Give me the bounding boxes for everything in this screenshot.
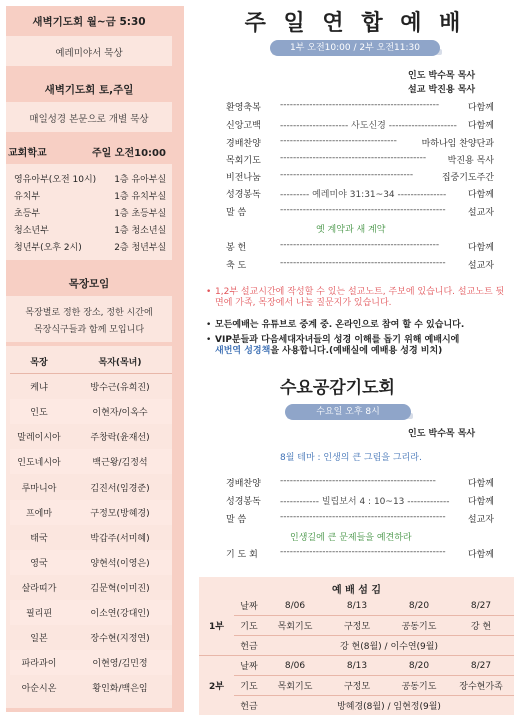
order-label: 봉 헌 [226, 243, 247, 253]
bullet-icon: • [206, 335, 212, 345]
order-row [226, 153, 494, 166]
edu-dept: 청소년부 [14, 226, 49, 236]
order-label: 기 도 회 [226, 550, 258, 560]
group-leader: 이현자/이옥수 [92, 408, 148, 419]
order-row [226, 100, 494, 113]
group-leader: 구정모(방혜경) [90, 508, 150, 519]
group-title: 목장모임 [68, 278, 110, 290]
edu-row [14, 206, 172, 219]
table-cell: 8/20 [408, 600, 430, 611]
table-row [10, 374, 172, 399]
group-name: 파라과이 [21, 659, 57, 670]
group-name: 인도네시아 [17, 458, 61, 469]
table-row [199, 656, 514, 675]
row-label: 기도 [240, 622, 258, 632]
table-cell: 8/13 [346, 600, 368, 611]
bullet-icon: • [206, 320, 212, 330]
dawn-prayer-box [6, 36, 172, 66]
order-row [226, 240, 494, 253]
edu-place: 1층 유아부실 [114, 175, 167, 185]
group-name: 아순시온 [21, 684, 57, 695]
order-value: 설교자 [467, 515, 494, 525]
order-label: 성경봉독 [226, 190, 261, 200]
order-value: 집중기도주간 [441, 173, 494, 183]
table-row [199, 696, 514, 715]
group-name: 필리핀 [25, 608, 53, 619]
wednesday-leader: 인도 박수목 목사 [408, 429, 476, 439]
bullet-icon: • [206, 287, 212, 297]
header-cell: 목장 [30, 357, 48, 368]
part-label: 1부 [209, 622, 224, 632]
table-cell: 8/06 [284, 660, 306, 671]
edu-row [14, 172, 172, 185]
edu-row [14, 240, 172, 253]
order-dash: --------------------- 사도신경 --------------------- [280, 121, 457, 131]
order-label: 축 도 [226, 261, 247, 271]
order-value: 다함께 [467, 479, 494, 489]
table-row [10, 600, 172, 625]
order-label: 신앙고백 [226, 121, 261, 131]
order-value: 다함께 [467, 103, 494, 113]
group-name: 루마니아 [21, 483, 57, 494]
header-cell: 목자(목녀) [98, 357, 142, 368]
group-desc-line1: 목장별로 정한 장소, 정한 시간에 [25, 308, 153, 318]
edu-time: 주일 오전10:00 [92, 148, 166, 159]
table-cell: 구정모 [343, 682, 371, 692]
order-row [226, 205, 494, 218]
group-name: 프에마 [25, 508, 53, 519]
table-cell: 장수현가족 [459, 682, 503, 692]
table-row [10, 424, 172, 449]
dawn-weekend-box [6, 102, 172, 132]
row-label: 헌금 [240, 642, 258, 652]
order-label: 경배찬양 [226, 139, 261, 149]
order-row [226, 476, 494, 489]
group-table [10, 349, 172, 700]
dawn-weekend-title: 새벽기도회 토,주일 [44, 84, 134, 96]
sunday-sermon-title: 옛 계약과 새 계약 [316, 225, 386, 235]
group-name: 인도 [30, 408, 48, 419]
group-name: 태국 [30, 533, 48, 544]
order-label: 말 씀 [226, 208, 247, 218]
table-row [199, 596, 514, 615]
notice-youtube: 모든예배는 유튜브로 중계 중. 온라인으로 참여 할 수 있습니다. [215, 320, 465, 330]
edu-dept: 청년부(오후 2시) [14, 243, 82, 253]
notice-bible-line2: 을 사용합니다.(예배실에 예배용 성경 비치) [270, 346, 443, 356]
notice-bible [215, 335, 511, 357]
table-cell: 8/27 [470, 600, 492, 611]
order-value: 다함께 [467, 190, 494, 200]
notice-bible-highlight: 새번역 성경책 [215, 346, 271, 356]
wednesday-title: 수요공감기도회 [280, 378, 395, 398]
group-leader: 이소연(강대인) [90, 608, 150, 619]
order-dash: ------------------------------------------------ [280, 476, 436, 486]
group-leader: 주창락(윤재선) [90, 433, 150, 444]
group-leader: 박갑주(서미혜) [90, 533, 150, 544]
group-leader: 백근왕/김정석 [92, 458, 148, 469]
edu-row [14, 189, 172, 202]
order-dash: ------------------------------------ [280, 136, 397, 146]
table-cell: 구정모 [343, 622, 371, 632]
row-label: 헌금 [240, 702, 258, 712]
order-value: 다함께 [467, 497, 494, 507]
table-cell: 공동기도 [401, 622, 437, 632]
table-row [10, 625, 172, 650]
edu-place: 2층 청년부실 [114, 243, 167, 253]
table-row [10, 550, 172, 575]
order-row [226, 187, 494, 200]
order-dash: --------------------------------------------------- [280, 205, 446, 215]
table-cell: 목회기도 [277, 622, 313, 632]
group-name: 살라띠가 [21, 583, 57, 594]
order-dash: --------------------------------------------------- [280, 258, 446, 268]
group-leader: 김진서(임경준) [90, 483, 150, 494]
order-value: 박진용 목사 [447, 156, 494, 166]
table-row [10, 399, 172, 424]
wednesday-time-pill: 수요일 오후 8시 [285, 404, 411, 420]
group-name: 영국 [30, 558, 48, 569]
order-label: 환영축복 [226, 103, 261, 113]
service-table-title: 예 배 섬 김 [331, 585, 382, 596]
order-value: 설교자 [467, 208, 494, 218]
order-label: 경배찬양 [226, 479, 261, 489]
table-cell: 8/27 [470, 660, 492, 671]
order-dash: --------------------------------------------------- [280, 512, 446, 522]
edu-place: 1층 유치부실 [114, 192, 167, 202]
table-cell: 목회기도 [277, 682, 313, 692]
table-row [10, 575, 172, 600]
table-row [10, 500, 172, 525]
order-row [226, 258, 494, 271]
edu-dept: 초등부 [14, 209, 41, 219]
table-row [10, 449, 172, 474]
edu-dept: 유치부 [14, 192, 41, 202]
notice-sermon-note: 1,2부 설교시간에 작성할 수 있는 설교노트, 주보에 있습니다. 설교노트 뒷면에 가족, 목장에서 나눌 질문지가 있습니다. [215, 287, 505, 308]
order-label: 비전나눔 [226, 173, 261, 183]
sunday-time-pill: 1부 오전10:00 / 2부 오전11:30 [270, 40, 440, 56]
order-label: 말 씀 [226, 515, 247, 525]
sunday-leader: 인도 박수목 목사 [408, 71, 476, 81]
table-row [10, 474, 172, 499]
order-dash: --------- 예레미야 31:31~34 --------------- [280, 190, 447, 200]
row-label: 기도 [240, 682, 258, 692]
group-name: 일본 [30, 634, 48, 645]
table-row [10, 650, 172, 675]
dawn-prayer-desc: 예레미야서 묵상 [55, 48, 123, 59]
edu-place: 1층 청소년실 [114, 226, 167, 236]
order-value: 마하나임 찬양단과 [421, 139, 494, 149]
order-value: 다함께 [467, 121, 494, 131]
group-desc-box [6, 296, 172, 342]
edu-dept: 영유아부(오전 10시) [14, 175, 97, 185]
table-row [199, 636, 514, 655]
order-dash: --------------------------------------------------- [280, 547, 446, 557]
group-leader: 방수근(유희진) [90, 383, 150, 394]
table-cell: 공동기도 [401, 682, 437, 692]
table-cell: 강 현(8월) / 이수연(9월) [340, 642, 438, 652]
order-row [226, 494, 494, 507]
row-label: 날짜 [240, 662, 258, 672]
order-row [226, 547, 494, 560]
dawn-weekend-desc: 매일성경 본문으로 개별 묵상 [29, 114, 149, 125]
order-row [226, 118, 494, 131]
order-dash: ------------------------------------------------- [280, 100, 440, 110]
edu-place: 1층 초등부실 [114, 209, 167, 219]
table-row [10, 675, 172, 700]
table-cell: 강 현 [470, 622, 492, 632]
sunday-preacher: 설교 박진용 목사 [408, 85, 476, 95]
wednesday-theme: 8월 테마 : 인생의 큰 그림을 그리라. [280, 453, 422, 463]
order-value: 다함께 [467, 243, 494, 253]
table-row [10, 525, 172, 550]
dawn-prayer-title: 새벽기도회 월~금 5:30 [32, 16, 146, 28]
table-cell: 8/13 [346, 660, 368, 671]
group-leader: 황인화/백은임 [92, 684, 148, 695]
table-cell: 8/06 [284, 600, 306, 611]
table-cell: 8/20 [408, 660, 430, 671]
group-leader: 이현영/김민정 [92, 659, 148, 670]
group-leader: 양현석(이영은) [90, 558, 150, 569]
edu-row [14, 223, 172, 236]
sunday-title: 주 일 연 합 예 배 [244, 11, 466, 36]
wednesday-sermon-title: 인생길에 큰 문제들을 예견하라 [290, 533, 412, 543]
order-label: 성경봉독 [226, 497, 261, 507]
order-dash: ------------ 빌립보서 4 : 10~13 ------------- [280, 497, 450, 507]
table-header [10, 349, 172, 374]
part-label: 2부 [209, 682, 224, 692]
group-leader: 장수현(지정연) [90, 634, 150, 645]
order-row [226, 136, 494, 149]
row-label: 날짜 [240, 602, 258, 612]
group-name: 말레이시아 [17, 433, 61, 444]
order-value: 다함께 [467, 550, 494, 560]
notice-bible-line1: VIP분들과 다음세대자녀들의 성경 이해를 돕기 위해 예배시에 [215, 335, 460, 345]
order-value: 설교자 [467, 261, 494, 271]
order-row [226, 512, 494, 525]
group-leader: 김문혁(이미진) [90, 583, 150, 594]
group-desc-line2: 목장식구들과 함께 모입니다 [33, 325, 145, 335]
order-row [226, 170, 494, 183]
group-name: 케냐 [30, 383, 48, 394]
order-label: 목회기도 [226, 156, 261, 166]
table-cell: 방혜경(8월) / 임현정(9월) [337, 702, 441, 712]
order-dash: ----------------------------------------- [280, 170, 414, 180]
table-row [199, 616, 514, 635]
order-dash: --------------------------------------------- [280, 153, 427, 163]
edu-title: 교회학교 [8, 148, 47, 159]
order-dash: ------------------------------------------------- [280, 240, 440, 250]
table-row [199, 676, 514, 695]
